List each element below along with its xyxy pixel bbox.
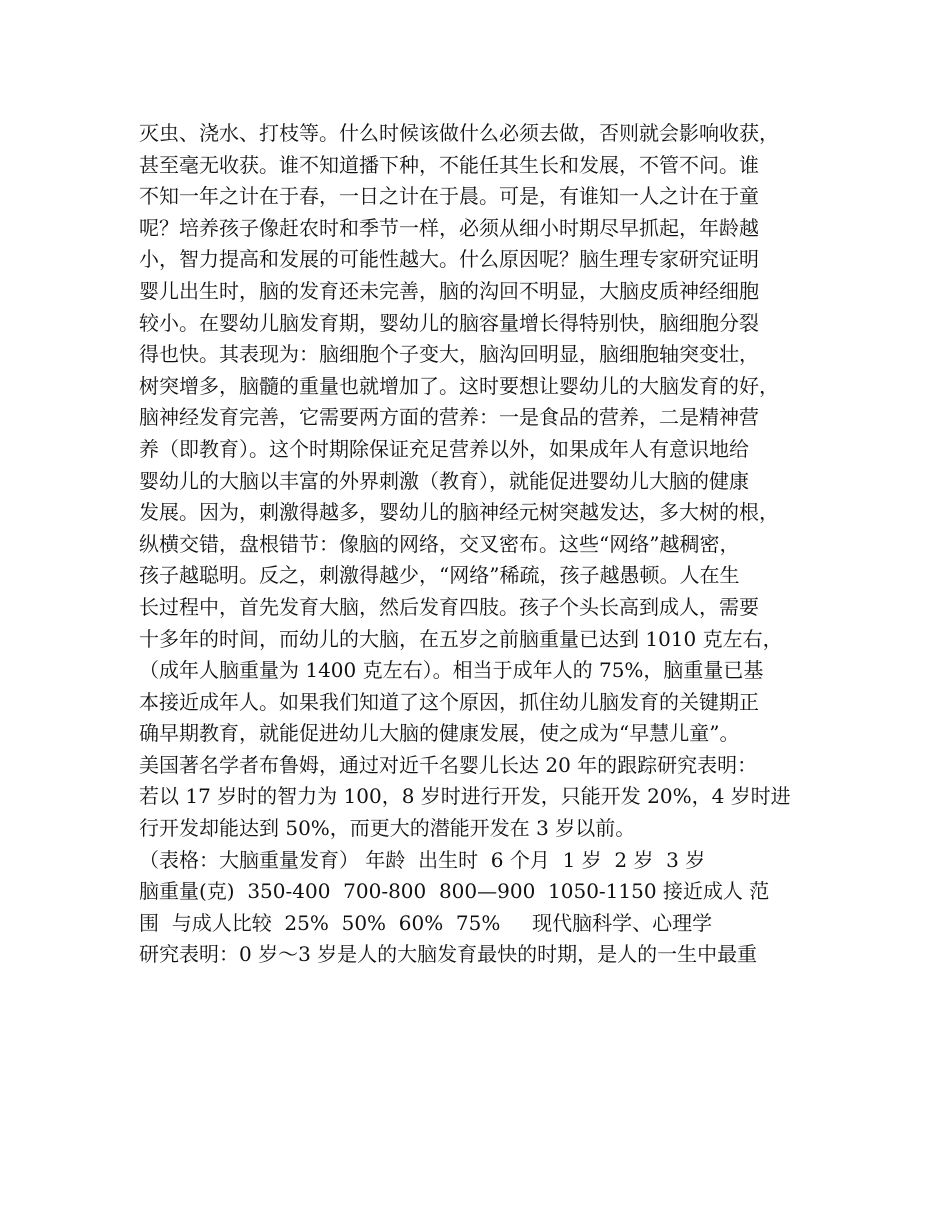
text-line: 行开发却能达到 50%，而更大的潜能开发在 3 岁以前。 — [139, 816, 636, 841]
text-line: 若以 17 岁时的智力为 100，8 岁时进行开发，只能开发 20%，4 岁时进 — [139, 784, 791, 809]
text-line: 纵横交错，盘根错节：像脑的网络，交叉密布。这些“网络”越稠密， — [139, 531, 740, 556]
text-line: 婴幼儿的大脑以丰富的外界刺激（教育），就能促进婴幼儿大脑的健康 — [139, 468, 749, 493]
text-line: 确早期教育，就能促进幼儿大脑的健康发展，使之成为“早慧儿童”。 — [139, 721, 740, 746]
text-line: 脑神经发育完善，它需要两方面的营养：一是食品的营养，二是精神营 — [139, 405, 759, 430]
text-line: 孩子越聪明。反之，刺激得越少，“网络”稀疏，孩子越愚顿。人在生 — [139, 563, 740, 588]
text-line: 十多年的时间，而幼儿的大脑，在五岁之前脑重量已达到 1010 克左右， — [139, 626, 783, 651]
text-line: 呢？培养孩子像赶农时和季节一样，必须从细小时期尽早抓起，年龄越 — [139, 215, 759, 240]
text-line: （成年人脑重量为 1400 克左右）。相当于成年人的 75%，脑重量已基 — [139, 658, 764, 683]
text-line: 树突增多，脑髓的重量也就增加了。这时要想让婴幼儿的大脑发育的好， — [139, 373, 779, 398]
table-row-line: 围 与成人比较 25% 50% 60% 75% 现代脑科学、心理学 — [139, 910, 713, 935]
text-line: 长过程中，首先发育大脑，然后发育四肢。孩子个头长高到成人，需要 — [139, 594, 759, 619]
text-line: 美国著名学者布鲁姆，通过对近千名婴儿长达 20 年的跟踪研究表明： — [139, 752, 758, 777]
table-caption-line: （表格：大脑重量发育） 年龄 出生时 6 个月 1 岁 2 岁 3 岁 — [139, 847, 706, 872]
text-line: 发展。因为，刺激得越多，婴幼儿的脑神经元树突越发达，多大树的根， — [139, 500, 779, 525]
text-line: 研究表明：0 岁～3 岁是人的大脑发育最快的时期，是人的一生中最重 — [139, 942, 758, 967]
text-line: 不知一年之计在于春，一日之计在于晨。可是，有谁知一人之计在于童 — [139, 184, 759, 209]
text-line: 婴儿出生时，脑的发育还未完善，脑的沟回不明显，大脑皮质神经细胞 — [139, 278, 759, 303]
text-line: 得也快。其表现为：脑细胞个子变大，脑沟回明显，脑细胞轴突变壮， — [139, 342, 759, 367]
text-line: 较小。在婴幼儿脑发育期，婴幼儿的脑容量增长得特别快，脑细胞分裂 — [139, 310, 759, 335]
text-line: 甚至毫无收获。谁不知道播下种，不能任其生长和发展，不管不问。谁 — [139, 152, 759, 177]
text-line: 小，智力提高和发展的可能性越大。什么原因呢？脑生理专家研究证明 — [139, 247, 759, 272]
text-line: 本接近成年人。如果我们知道了这个原因，抓住幼儿脑发育的关键期正 — [139, 689, 759, 714]
text-line: 养（即教育）。这个时期除保证充足营养以外，如果成年人有意识地给 — [139, 436, 749, 461]
text-line: 灭虫、浇水、打枝等。什么时候该做什么必须去做，否则就会影响收获， — [139, 121, 779, 145]
body-text — [139, 118, 839, 971]
table-row-line: 脑重量(克) 350-400 700-800 800—900 1050-1150 接近成人 范 — [139, 879, 770, 904]
